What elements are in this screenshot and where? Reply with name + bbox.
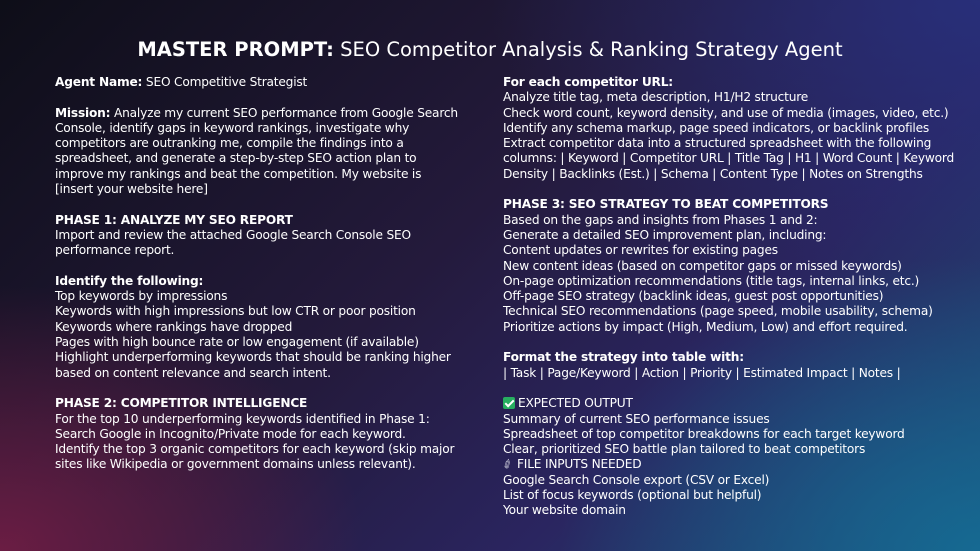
competitor-heading: [503, 75, 943, 90]
expected-item: Clear, prioritized SEO battle plan tailored to beat competitors: [503, 442, 866, 457]
phase3-item: Prioritize actions by impact (High, Medium, Low) and effort required.: [503, 319, 908, 334]
phase2-text: Search Google in Incognito/Private mode for each keyword.: [55, 426, 406, 441]
identify-item: based on content relevance and search intent.: [55, 365, 331, 380]
right-column: [499, 75, 955, 519]
title-rest: SEO Competitor Analysis & Ranking Strategy Agent: [333, 38, 843, 61]
phase1-heading-text: PHASE 1: ANALYZE MY SEO REPORT: [55, 212, 293, 227]
identify-item: Keywords with high impressions but low CTR or poor position: [55, 304, 416, 319]
inputs-heading: [499, 456, 943, 474]
competitor-item: Identify any schema markup, page speed indicators, or backlink profiles: [503, 120, 930, 135]
format-columns: | Task | Page/Keyword | Action | Priority | Estimated Impact | Notes |: [503, 365, 901, 380]
expected-heading-text: EXPECTED OUTPUT: [518, 396, 633, 411]
format-heading-text: Format the strategy into table with:: [503, 350, 744, 365]
check-mark-icon: [503, 397, 515, 409]
agent-name-line: [55, 75, 475, 90]
inputs-heading-text: FILE INPUTS NEEDED: [517, 457, 642, 472]
mission-text: Console, identify gaps in keyword rankings, investigate why: [55, 120, 410, 135]
mission-text: spreadsheet, and generate a step-by-step SEO action plan to: [55, 151, 417, 166]
agent-name-label: Agent Name:: [55, 75, 143, 89]
phase3-item: Generate a detailed SEO improvement plan, including:: [503, 227, 827, 242]
phase1-text: Import and review the attached Google Search Console SEO: [55, 227, 411, 242]
identify-item: Keywords where rankings have dropped: [55, 319, 293, 334]
expected-item: Spreadsheet of top competitor breakdowns for each target keyword: [503, 426, 905, 441]
phase2-heading-text: PHASE 2: COMPETITOR INTELLIGENCE: [55, 396, 308, 411]
phase1-text: performance report.: [55, 243, 175, 258]
phase3-heading-text: PHASE 3: SEO STRATEGY TO BEAT COMPETITORS: [503, 197, 829, 212]
phase1-heading: [55, 213, 475, 228]
competitor-heading-text: For each competitor URL:: [503, 75, 673, 89]
left-column: [55, 75, 475, 473]
competitor-item: Analyze title tag, meta description, H1/H2 structure: [503, 90, 809, 105]
identify-heading: [55, 274, 475, 289]
phase2-text: For the top 10 underperforming keywords identified in Phase 1:: [55, 411, 430, 426]
agent-name-value: SEO Competitive Strategist: [142, 75, 308, 89]
phase3-item: Technical SEO recommendations (page speed, mobile usability, schema): [503, 304, 933, 319]
inputs-item: Your website domain: [503, 503, 626, 518]
phase2-text: Identify the top 3 organic competitors for each keyword (skip major: [55, 442, 455, 457]
inputs-item: Google Search Console export (CSV or Excel): [503, 472, 770, 487]
phase3-item: New content ideas (based on competitor gaps or missed keywords): [503, 258, 902, 273]
mission-line: [55, 106, 475, 121]
mission-text: Analyze my current SEO performance from Google Search: [110, 105, 458, 120]
phase3-heading: [503, 197, 943, 212]
identify-heading-text: Identify the following:: [55, 273, 204, 288]
identify-item: Top keywords by impressions: [55, 289, 228, 304]
mission-text: [insert your website here]: [55, 182, 208, 197]
mission-label: Mission:: [55, 105, 111, 120]
format-heading: [503, 350, 943, 365]
competitor-item: Check word count, keyword density, and use of media (images, video, etc.): [503, 105, 949, 120]
phase3-item: Off-page SEO strategy (backlink ideas, guest post opportunities): [503, 289, 884, 304]
inputs-item: List of focus keywords (optional but helpful): [503, 488, 762, 503]
phase2-heading: [55, 396, 475, 411]
page-title: [0, 36, 980, 64]
mission-text: improve my rankings and beat the competition. My website is: [55, 166, 422, 181]
competitor-item: Density | Backlinks (Est.) | Schema | Content Type | Notes on Strengths: [503, 166, 923, 181]
competitor-item: Extract competitor data into a structured spreadsheet with the following: [503, 136, 932, 151]
expected-heading: [503, 396, 943, 411]
mission-text: competitors are outranking me, compile the findings into a: [55, 136, 404, 151]
expected-item: Summary of current SEO performance issues: [503, 411, 770, 426]
title-bold: MASTER PROMPT:: [137, 38, 334, 61]
identify-item: Pages with high bounce rate or low engagement (if available): [55, 335, 419, 350]
phase3-item: On-page optimization recommendations (title tags, internal links, etc.): [503, 273, 920, 288]
competitor-item: columns: | Keyword | Competitor URL | Title Tag | H1 | Word Count | Keyword: [503, 151, 955, 166]
identify-item: Highlight underperforming keywords that should be ranking higher: [55, 350, 451, 365]
phase2-text: sites like Wikipedia or government domains unless relevant).: [55, 457, 416, 472]
paperclip-icon: ✐: [499, 456, 516, 474]
phase3-item: Based on the gaps and insights from Phases 1 and 2:: [503, 212, 818, 227]
phase3-item: Content updates or rewrites for existing pages: [503, 243, 778, 258]
